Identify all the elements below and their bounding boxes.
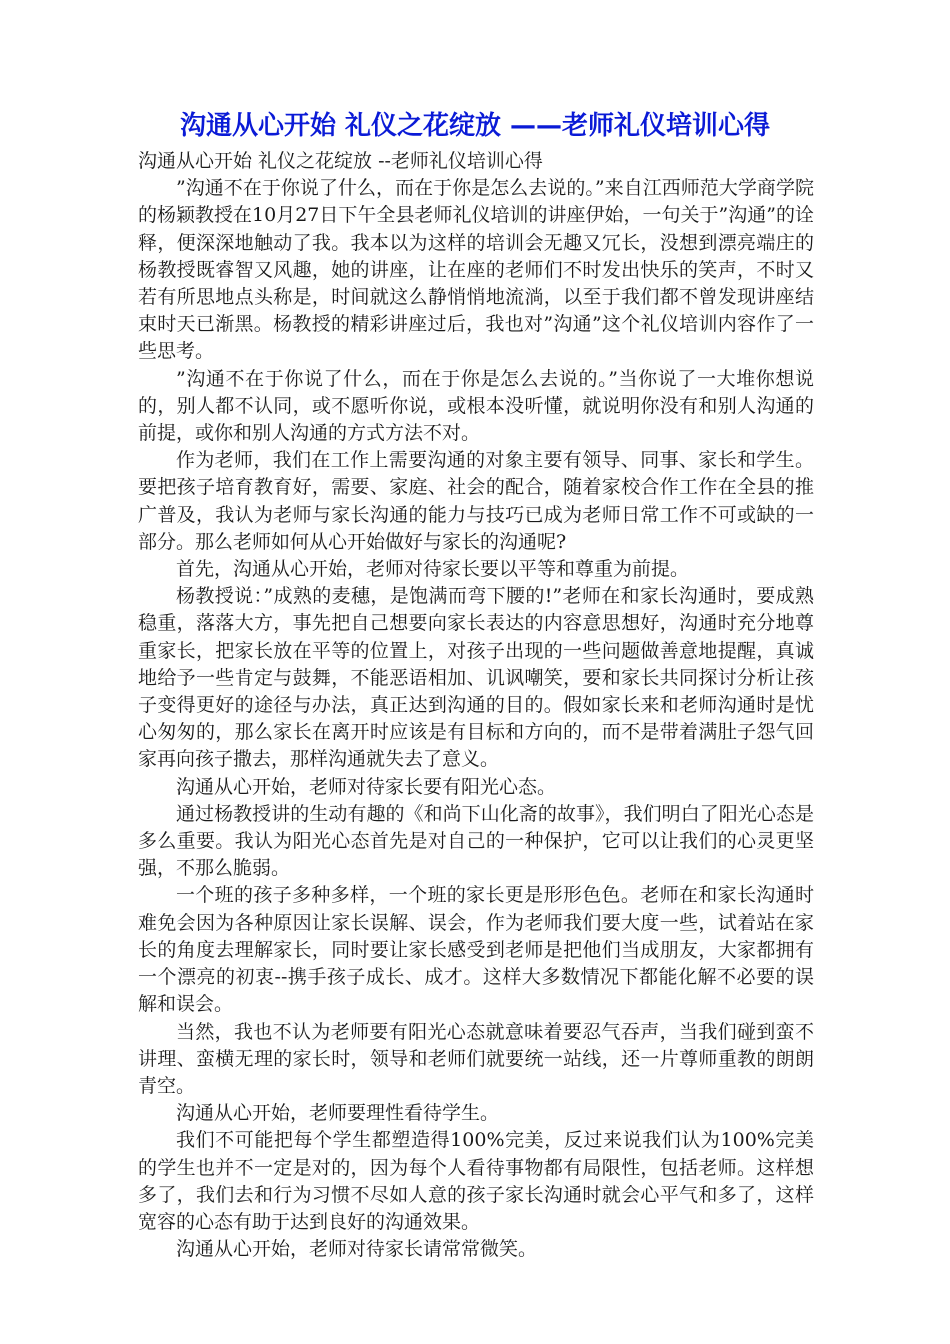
paragraph: 通过杨教授讲的生动有趣的《和尚下山化斋的故事》，我们明白了阳光心态是多么重要。我认为阳光心态首先是对自己的一种保护，它可以让我们的心灵更坚强，不那么脆弱。 [138, 802, 814, 880]
paragraph: 沟通从心开始，老师对待家长请常常微笑。 [176, 1238, 538, 1261]
paragraph: 作为老师，我们在工作上需要沟通的对象主要有领导、同事、家长和学生。要把孩子培育教育好，需要、家庭、社会的配合，随着家校合作工作在全县的推广普及，我认为老师与家长沟通的能力与技巧已成为老师日常工作不可或缺的一部分。那么老师如何从心开始做好与家长的沟通呢? [138, 449, 814, 553]
paragraph: 一个班的孩子多种多样，一个班的家长更是形形色色。老师在和家长沟通时难免会因为各种原因让家长误解、误会，作为老师我们要大度一些，试着站在家长的角度去理解家长，同时要让家长感受到老师是把他们当成朋友，大家都拥有一个漂亮的初衷--携手孩子成长、成才。这样大多数情况下都能化解不必要的误解和误会。 [138, 884, 814, 1016]
paragraph: 杨教授说：”成熟的麦穗，是饱满而弯下腰的!”老师在和家长沟通时，要成熟稳重，落落大方，事先把自己想要向家长表达的内容意思想好，沟通时充分地尊重家长，把家长放在平等的位置上，对孩子出现的一些问题做善意地提醒，真诚地给予一些肯定与鼓舞，不能恶语相加、讥讽嘲笑，要和家长共同探讨分析让孩子变得更好的途径与办法，真正达到沟通的目的。假如家长来和老师沟通时是忧心匆匆的，那么家长在离开时应该是有目标和方向的，而不是带着满肚子怨气回家再向孩子撒去，那样沟通就失去了意义。 [138, 585, 814, 771]
paragraph: 沟通从心开始，老师要理性看待学生。 [176, 1102, 500, 1125]
paragraph: ”沟通不在于你说了什么，而在于你是怎么去说的。”当你说了一大堆你想说的，别人都不认同，或不愿听你说，或根本没听懂，就说明你没有和别人沟通的前提，或你和别人沟通的方式方法不对。 [138, 367, 814, 445]
document-body [138, 148, 814, 1263]
paragraph-subtitle: 沟通从心开始 礼仪之花绽放 --老师礼仪培训心得 [138, 150, 543, 172]
paragraph: 我们不可能把每个学生都塑造得100%完美，反过来说我们认为100%完美的学生也并不一定是对的，因为每个人看待事物都有局限性，包括老师。这样想多了，我们去和行为习惯不尽如人意的孩子家长沟通时就会心平气和多了，这样宽容的心态有助于达到良好的沟通效果。 [138, 1129, 814, 1233]
document-title: 沟通从心开始 礼仪之花绽放 ——老师礼仪培训心得 [179, 111, 771, 141]
paragraph: 沟通从心开始，老师对待家长要有阳光心态。 [176, 775, 557, 798]
paragraph: ”沟通不在于你说了什么，而在于你是怎么去说的。”来自江西师范大学商学院的杨颖教授在10月27日下午全县老师礼仪培训的讲座伊始，一句关于”沟通”的诠释，便深深地触动了我。我本以为这样的培训会无趣又冗长，没想到漂亮端庄的杨教授既睿智又风趣，她的讲座，让在座的老师们不时发出快乐的笑声，不时又若有所思地点头称是，时间就这么静悄悄地流淌，以至于我们都不曾发现讲座结束时天已渐黑。杨教授的精彩讲座过后，我也对”沟通”这个礼仪培训内容作了一些思考。 [138, 177, 814, 363]
paragraph: 当然，我也不认为老师要有阳光心态就意味着要忍气吞声，当我们碰到蛮不讲理、蛮横无理的家长时，领导和老师们就要统一站线，还一片尊师重教的朗朗青空。 [138, 1020, 814, 1097]
paragraph: 首先，沟通从心开始，老师对待家长要以平等和尊重为前提。 [176, 558, 690, 581]
